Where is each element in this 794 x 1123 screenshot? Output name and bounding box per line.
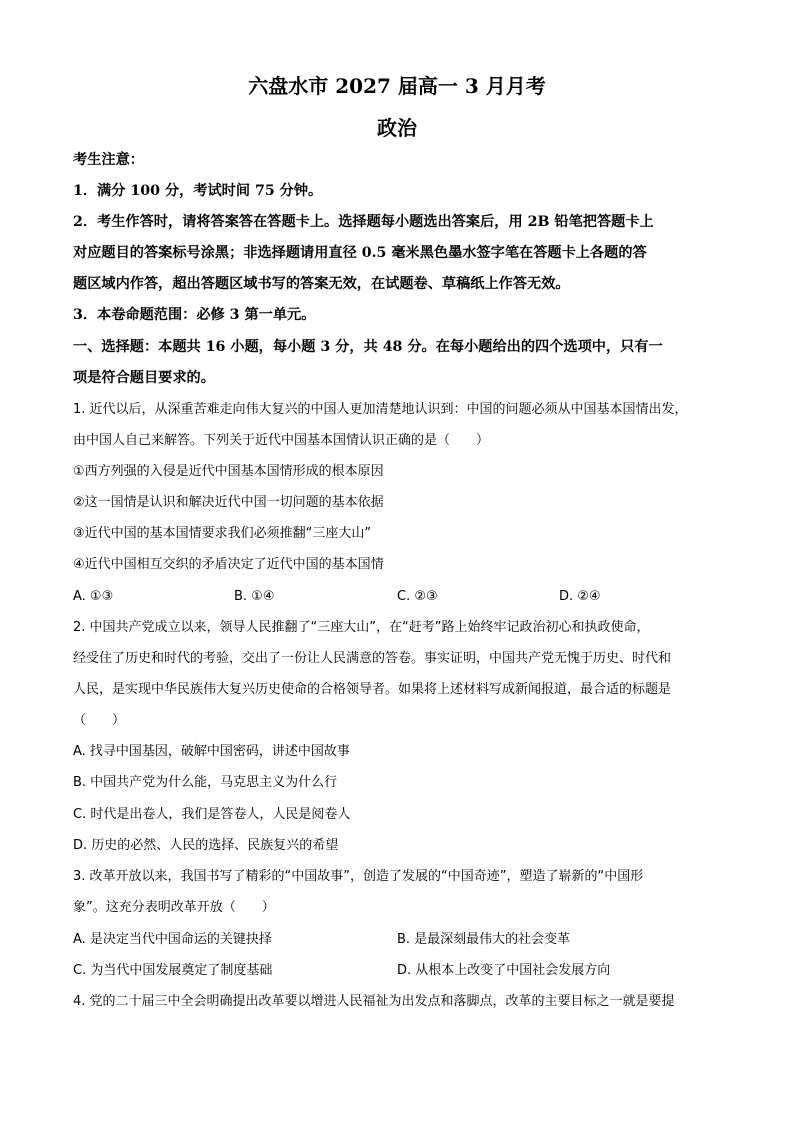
notice-heading: 考生注意：: [73, 152, 144, 168]
q3-option-c: C. 为当代中国发展奠定了制度基础: [73, 963, 273, 978]
q1-statement-1: ①西方列强的入侵是近代中国基本国情形成的根本原因: [73, 464, 384, 479]
q1-option-a: A. ①③: [73, 589, 114, 604]
notice-item-3: 3．本卷命题范围：必修 3 第一单元。: [73, 307, 316, 323]
q3-stem-line-1: 3. 改革开放以来，我国书写了精彩的“中国故事”，创造了发展的“中国奇迹”，塑造了崭新的“中国形: [73, 869, 644, 884]
notice-item-2-line-2: 对应题目的答案标号涂黑；非选择题请用直径 0.5 毫米黑色墨水签字笔在答题卡上各题的答: [73, 245, 647, 261]
q2-option-c: C. 时代是出卷人，我们是答卷人，人民是阅卷人: [73, 807, 351, 822]
q1-option-d: D. ②④: [559, 589, 601, 604]
subject-title: 政治: [377, 116, 417, 140]
q3-option-a: A. 是决定当代中国命运的关键抉择: [73, 932, 272, 947]
q3-stem-line-2: 象”。这充分表明改革开放（ ）: [73, 900, 275, 915]
q1-statement-3: ③近代中国的基本国情要求我们必须推翻“三座大山”: [73, 526, 372, 541]
section-heading-line-2: 项是符合题目要求的。: [73, 370, 215, 386]
q1-stem-line-1: 1. 近代以后，从深重苦难走向伟大复兴的中国人更加清楚地认识到：中国的问题必须从中国基本国情出发，: [73, 402, 688, 417]
q1-statement-4: ④近代中国相互交织的矛盾决定了近代中国的基本国情: [73, 557, 384, 572]
q2-option-b: B. 中国共产党为什么能，马克思主义为什么行: [73, 775, 338, 790]
q2-option-a: A. 找寻中国基因，破解中国密码，讲述中国故事: [73, 744, 350, 759]
q2-option-d: D. 历史的必然、人民的选择、民族复兴的希望: [73, 838, 339, 853]
q1-option-b: B. ①④: [234, 589, 275, 604]
notice-item-2-line-1: 2．考生作答时，请将答案答在答题卡上。选择题每小题选出答案后，用 2B 铅笔把答题卡上: [73, 214, 654, 230]
q2-stem-line-4: （ ）: [73, 713, 126, 728]
notice-item-2-line-3: 题区域内作答，超出答题区域书写的答案无效，在试题卷、草稿纸上作答无效。: [73, 276, 570, 292]
notice-item-1: 1．满分 100 分，考试时间 75 分钟。: [73, 183, 323, 199]
q3-option-d: D. 从根本上改变了中国社会发展方向: [397, 963, 611, 978]
q2-stem-line-1: 2. 中国共产党成立以来，领导人民推翻了“三座大山”，在“赶考”路上始终牢记政治初心和执政使命，: [73, 620, 650, 635]
q2-stem-line-2: 经受住了历史和时代的考验，交出了一份让人民满意的答卷。事实证明，中国共产党无愧于历史、时代和: [73, 651, 672, 666]
exam-title: 六盘水市 2027 届高一 3 月月考: [248, 74, 546, 98]
q1-option-c: C. ②③: [397, 589, 438, 604]
q1-stem-line-2: 由中国人自己来解答。下列关于近代中国基本国情认识正确的是（ ）: [73, 433, 490, 448]
q4-stem-line-1: 4. 党的二十届三中全会明确提出改革要以增进人民福祉为出发点和落脚点，改革的主要目标之一就是要提: [73, 994, 675, 1009]
q1-statement-2: ②这一国情是认识和解决近代中国一切问题的基本依据: [73, 495, 384, 510]
section-heading-line-1: 一、选择题：本题共 16 小题，每小题 3 分，共 48 分。在每小题给出的四个选项中，只有一: [73, 339, 663, 355]
q3-option-b: B. 是最深刻最伟大的社会变革: [397, 932, 571, 947]
q2-stem-line-3: 人民，是实现中华民族伟大复兴历史使命的合格领导者。如果将上述材料写成新闻报道，最合适的标题是: [73, 682, 672, 697]
